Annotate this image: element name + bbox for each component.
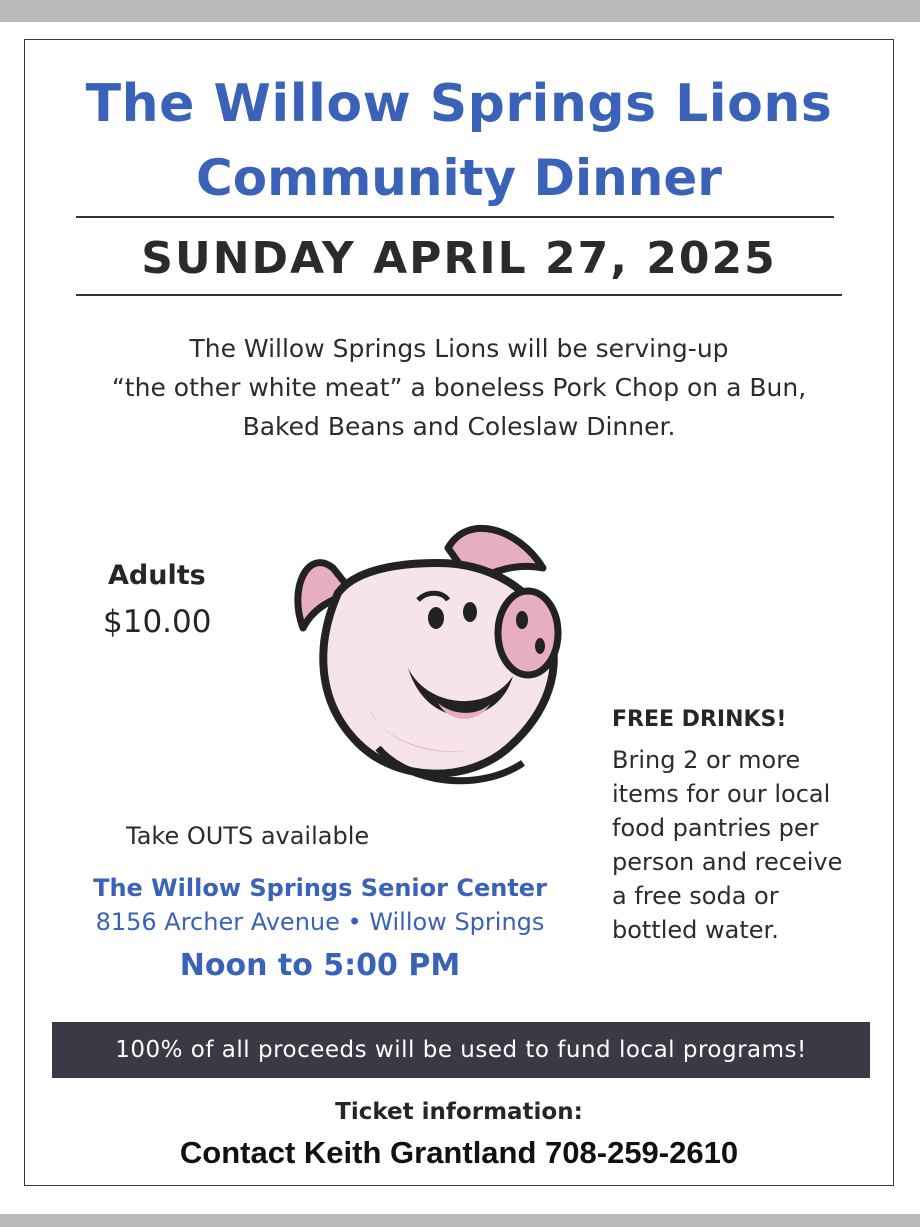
free-drinks-line: items for our local [612,780,831,808]
venue-address: 8156 Archer Avenue • Willow Springs [95,908,545,936]
free-drinks-line: bottled water. [612,916,779,944]
intro-line-3: Baked Beans and Coleslaw Dinner. [242,412,676,441]
event-date: SUNDAY APRIL 27, 2025 [141,233,777,284]
venue-name: The Willow Springs Senior Center [93,874,547,902]
contact-info: Contact Keith Grantland 708-259-2610 [179,1135,739,1170]
ticket-info-label: Ticket information: [335,1099,583,1125]
takeouts-note: Take OUTS available [126,822,370,850]
free-drinks-heading: FREE DRINKS! [612,707,787,732]
intro-text [24,329,894,446]
pig-head-icon [278,508,588,808]
divider-bottom [76,294,842,296]
intro-line-2: “the other white meat” a boneless Pork Chop on a Bun, [111,373,807,402]
adults-price: $10.00 [103,604,212,640]
free-drinks-text [612,743,882,947]
flyer-page [0,22,920,1214]
title-line-2: Community Dinner [196,149,722,207]
free-drinks-line: person and receive [612,848,843,876]
free-drinks-line: Bring 2 or more [612,746,801,774]
proceeds-banner: 100% of all proceeds will be used to fund local programs! [52,1022,870,1078]
free-drinks-line: a free soda or [612,882,779,910]
title-line-1: The Willow Springs Lions [85,74,833,134]
adults-label: Adults [108,560,206,591]
event-time: Noon to 5:00 PM [179,948,461,983]
free-drinks-line: food pantries per [612,814,819,842]
intro-line-1: The Willow Springs Lions will be serving-up [189,334,729,363]
divider-top [76,216,834,218]
